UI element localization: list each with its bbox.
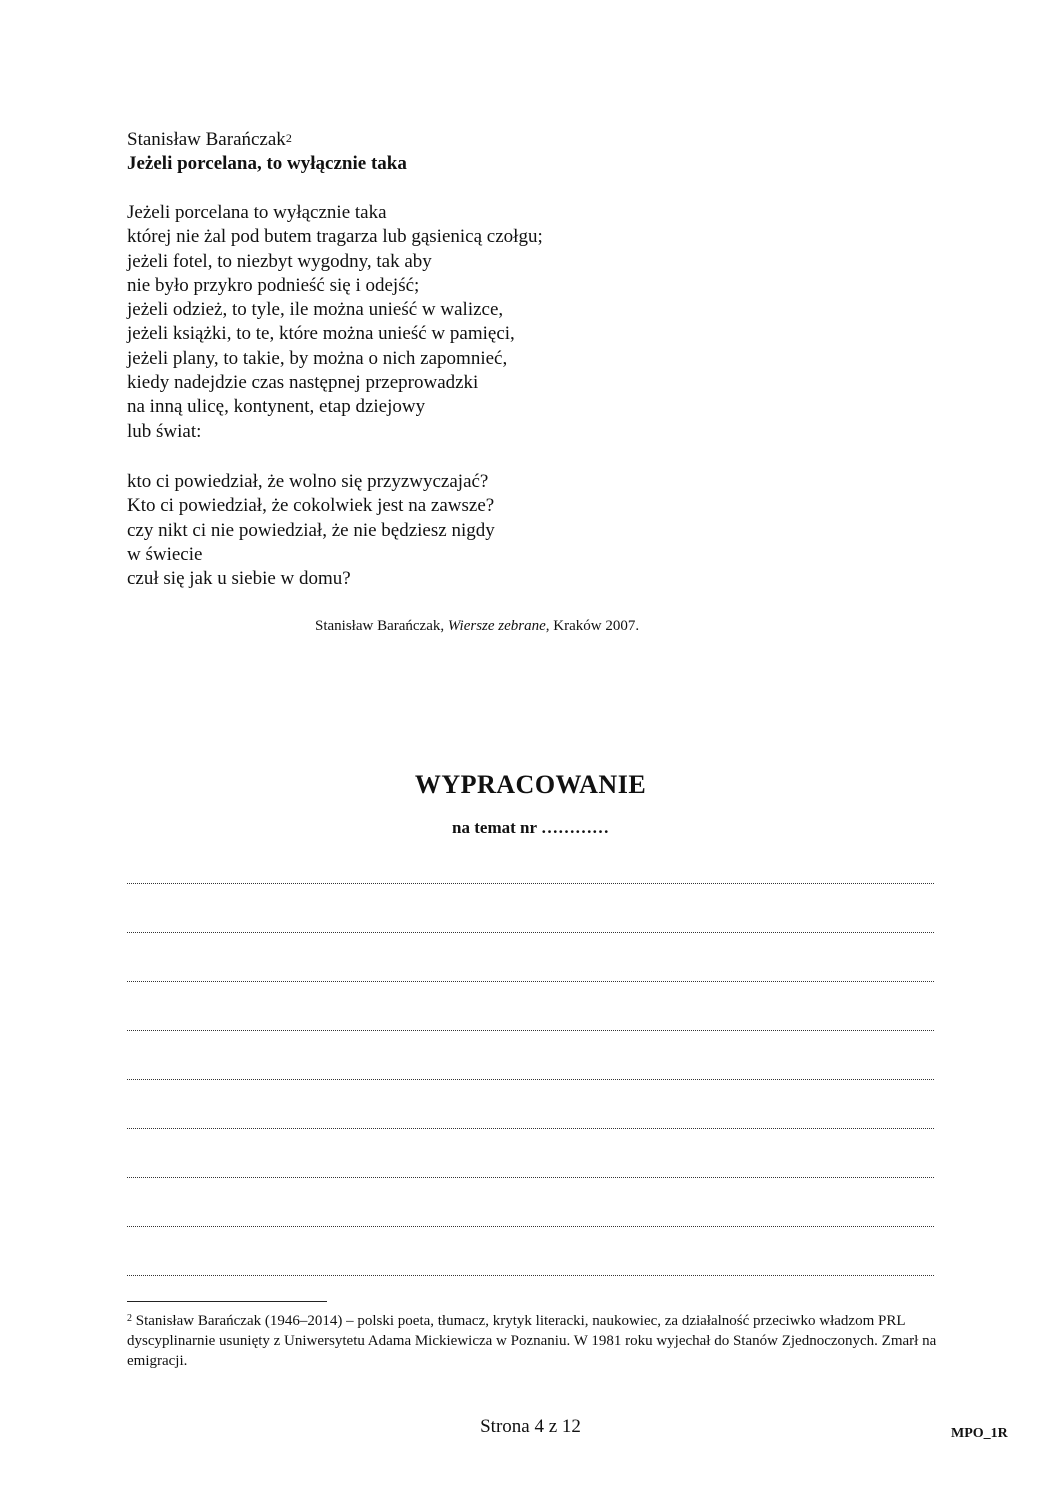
answer-line[interactable]	[127, 1079, 934, 1080]
poem-title: Jeżeli porcelana, to wyłącznie taka	[127, 153, 407, 174]
footnote-divider	[127, 1301, 327, 1302]
answer-line[interactable]	[127, 1275, 934, 1276]
poem-line: kiedy nadejdzie czas następnej przeprowadzki	[127, 372, 479, 394]
footnote	[127, 1311, 937, 1371]
poem-line: kto ci powiedział, że wolno się przyzwyczajać?	[127, 471, 489, 492]
exam-code: MPO_1R	[951, 1426, 1008, 1441]
poem-line: lub świat:	[127, 420, 202, 442]
poem-line: na inną ulicę, kontynent, etap dziejowy	[127, 396, 426, 418]
footnote-text: Stanisław Barańczak (1946–2014) – polski poeta, tłumacz, krytyk literacki, naukowiec, za działalność przeciwko władzom PRL dyscyplinarnie usunięty z Uniwersytetu Adama Mickiewicza w Poznaniu. W 1981 roku wyjechał do Stanów Zjednoczonych. Zmarł na emigracji.	[127, 1313, 937, 1369]
poem-line: Jeżeli porcelana to wyłącznie taka	[127, 202, 387, 223]
source-place-year: , Kraków 2007.	[545, 618, 640, 634]
poem-line: czuł się jak u siebie w domu?	[127, 568, 351, 590]
poem-line: której nie żal pod butem tragarza lub gąsienicą czołgu;	[127, 226, 543, 248]
answer-line[interactable]	[127, 1128, 934, 1129]
answer-line[interactable]	[127, 932, 934, 933]
answer-line[interactable]	[127, 883, 934, 884]
page-number: Strona 4 z 12	[480, 1416, 581, 1437]
source-author: Stanisław Barańczak,	[315, 618, 445, 634]
answer-line[interactable]	[127, 1030, 934, 1031]
poem-line: jeżeli fotel, to niezbyt wygodny, tak aby	[127, 250, 432, 272]
answer-line[interactable]	[127, 981, 934, 982]
poem-line: jeżeli plany, to takie, by można o nich zapomnieć,	[127, 347, 508, 369]
poem-author-name: Stanisław Barańczak	[127, 129, 286, 150]
footnote-ref: 2	[285, 131, 292, 145]
poem-line: nie było przykro podnieść się i odejść;	[127, 274, 420, 296]
answer-line[interactable]	[127, 1226, 934, 1227]
essay-topic-number: na temat nr …………	[452, 818, 609, 837]
poem-line: w świecie	[127, 543, 203, 565]
poem-author	[127, 128, 292, 152]
poem-line: czy nikt ci nie powiedział, że nie będziesz nigdy	[127, 519, 495, 541]
poem-line: jeżeli odzież, to tyle, ile można unieść w walizce,	[127, 299, 504, 321]
answer-line[interactable]	[127, 1177, 934, 1178]
poem-line: Kto ci powiedział, że cokolwiek jest na zawsze?	[127, 495, 495, 517]
footnote-marker: 2	[127, 1313, 132, 1324]
poem-source	[315, 616, 639, 636]
poem-line: jeżeli książki, to te, które można unieść w pamięci,	[127, 323, 515, 345]
essay-title: WYPRACOWANIE	[414, 770, 647, 799]
poem-stanza-1	[127, 201, 543, 444]
poem-stanza-2	[127, 470, 495, 591]
source-book: Wiersze zebrane	[447, 618, 546, 634]
